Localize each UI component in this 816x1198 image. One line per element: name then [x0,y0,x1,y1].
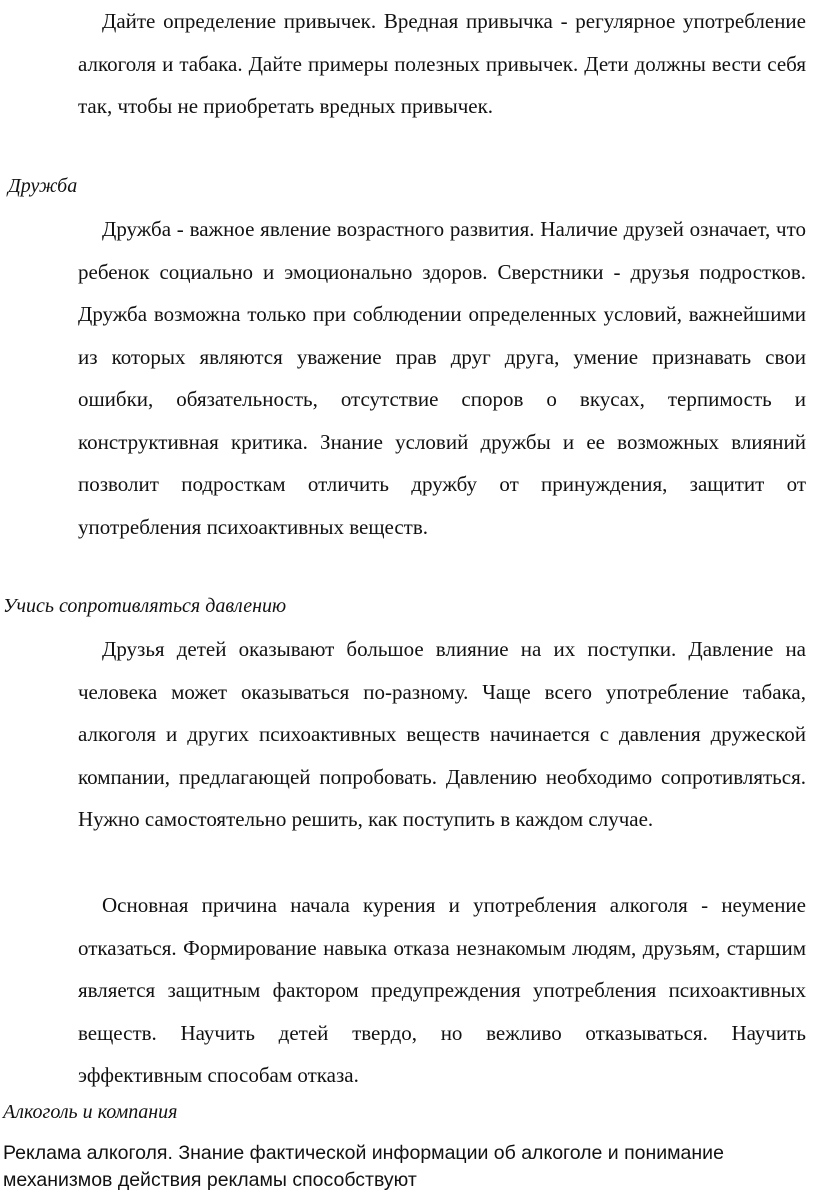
paragraph-habits: Дайте определение привычек. Вредная привычка - регулярное употребление алкоголя и табака. Дайте примеры полезных привычек. Дети должны вести себя так, чтобы не приобретать вредных привычек. [78,9,806,118]
paragraph-friendship: Дружба - важное явление возрастного развития. Наличие друзей означает, что ребенок социально и эмоционально здоров. Сверстники - друзья подростков. Дружба возможна только при соблюдении определенных условий, важнейшими из которых являются уважение прав друг друга, умение признавать свои ошибки, обязательность, отсутствие споров о вкусах, терпимость и конструктивная критика. Знание условий дружбы и ее возможных влияний позволит подросткам отличить дружбу от принуждения, защитит от употребления психоактивных веществ. [78,217,806,539]
heading-resist-pressure: Учись сопротивляться давлению [3,595,287,617]
paragraph-pressure: Друзья детей оказывают большое влияние на их поступки. Давление на человека может оказываться по-разному. Чаще всего употребление табака, алкоголя и других психоактивных веществ начинается с давления дружеской компании, предлагающей попробовать. Давлению необходимо сопротивляться. Нужно самостоятельно решить, как поступить в каждом случае. [78,637,806,831]
paragraph-refusal: Основная причина начала курения и употребления алкоголя - неумение отказаться. Формирование навыка отказа незнакомым людям, друзьям, старшим является защитным фактором предупреждения употребления психоактивных веществ. Научить детей твердо, но вежливо отказываться. Научить эффективным способам отказа. [78,893,806,1087]
heading-alcohol-company: Алкоголь и компания [3,1101,178,1123]
heading-friendship: Дружба [8,175,78,197]
paragraph-advertising: Реклама алкоголя. Знание фактической информации об алкоголе и понимание механизмов действия рекламы способствуют [3,1142,724,1191]
